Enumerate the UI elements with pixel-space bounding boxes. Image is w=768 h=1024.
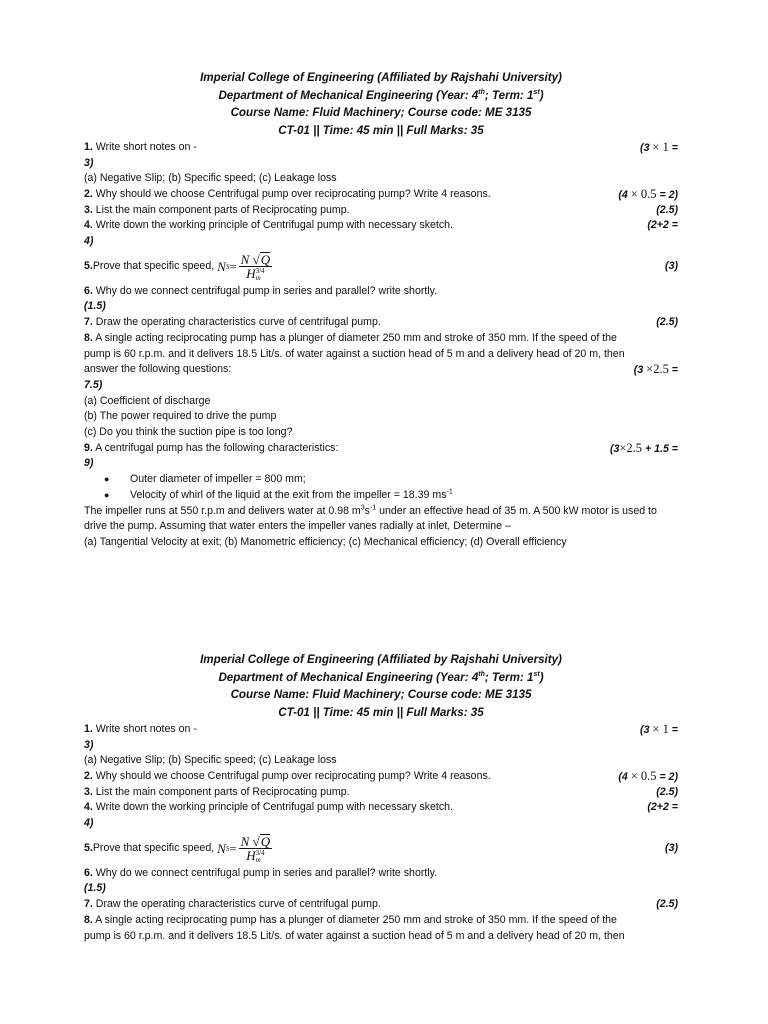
question-1: 1. Write short notes on - (3 × 1 = (84, 140, 678, 156)
question-4: 4. Write down the working principle of Centrifugal pump with necessary sketch. (2+2 = (84, 218, 678, 234)
question-8: 8. A single acting reciprocating pump has a plunger of diameter 250 mm and stroke of 350 mm. If the speed of the (84, 331, 617, 344)
college-name: Imperial College of Engineering (Affiliated by Rajshahi University) (200, 71, 562, 84)
marks: (2.5) (656, 898, 678, 911)
question-1-options: (a) Negative Slip; (b) Specific speed; (c) Leakage loss (84, 172, 337, 185)
question-8-line: pump is 60 r.p.m. and it delivers 18.5 Lit/s. of water against a suction head of 5 m and a delivery head of 20 m, then (84, 347, 625, 360)
marks: (3 × 1 = (640, 139, 678, 154)
marks: (2+2 = (647, 801, 678, 814)
department-line: Department of Mechanical Engineering (Year: 4th; Term: 1st) (218, 670, 544, 684)
department-line: Department of Mechanical Engineering (Year: 4th; Term: 1st) (218, 88, 544, 102)
marks: (2+2 = (647, 219, 678, 232)
marks: (3) (665, 259, 678, 272)
college-name: Imperial College of Engineering (Affiliated by Rajshahi University) (200, 653, 562, 666)
paper-header (84, 69, 678, 140)
question-8-item: (b) The power required to drive the pump (84, 410, 277, 423)
question-9-items: (a) Tangential Velocity at exit; (b) Manometric efficiency; (c) Mechanical efficiency; (d) Overall efficiency (84, 535, 567, 548)
marks-wrap: (1.5) (84, 300, 106, 313)
marks-wrap: (1.5) (84, 882, 106, 895)
question-1: 1. Write short notes on - (3 × 1 = (84, 722, 678, 738)
question-2: 2. Why should we choose Centrifugal pump over reciprocating pump? Write 4 reasons. (4 × 0.5 = 2) (84, 187, 678, 203)
marks: (3×2.5 + 1.5 = (609, 440, 678, 455)
marks-wrap: 3) (84, 156, 94, 169)
question-7: 7. Draw the operating characteristics curve of centrifugal pump. (2.5) (84, 897, 678, 913)
marks: (3 × 1 = (640, 721, 678, 736)
question-1-options: (a) Negative Slip; (b) Specific speed; (c) Leakage loss (84, 754, 337, 767)
question-2: 2. Why should we choose Centrifugal pump over reciprocating pump? Write 4 reasons. (4 × 0.5 = 2) (84, 769, 678, 785)
question-6: 6. Why do we connect centrifugal pump in series and parallel? write shortly. (84, 284, 438, 297)
exam-line: CT-01 || Time: 45 min || Full Marks: 35 (278, 706, 484, 720)
marks: (2.5) (656, 203, 678, 216)
bullet-item: ● Velocity of whirl of the liquid at the exit from the impeller = 18.39 $ms^{-1}$ (84, 488, 678, 504)
question-7: 7. Draw the operating characteristics curve of centrifugal pump. (2.5) (84, 315, 678, 331)
question-6: 6. Why do we connect centrifugal pump in series and parallel? write shortly. (84, 866, 438, 879)
marks: (2.5) (656, 785, 678, 798)
marks: (2.5) (656, 316, 678, 329)
question-paper-copy-2 (84, 651, 678, 944)
question-8-item: (c) Do you think the suction pipe is too long? (84, 426, 293, 439)
course-line: Course Name: Fluid Machinery; Course code: ME 3135 (230, 106, 532, 120)
marks: (4 × 0.5 = 2) (618, 768, 678, 783)
marks-wrap: 4) (84, 817, 94, 830)
bullet-icon: ● (104, 489, 110, 500)
question-9: 9. A centrifugal pump has the following characteristics: (3×2.5 + 1.5 = (84, 441, 678, 457)
question-8-line: answer the following questions: (3 ×2.5 = (84, 362, 678, 378)
marks-wrap: 3) (84, 738, 94, 751)
marks: (4 × 0.5 = 2) (618, 186, 678, 201)
question-8-line: pump is 60 r.p.m. and it delivers 18.5 Lit/s. of water against a suction head of 5 m and a delivery head of 20 m, then (84, 929, 625, 942)
specific-speed-equation: N S = N √Q H 3/4 m (217, 251, 271, 282)
bullet-item: ● Outer diameter of impeller = 800 mm; (84, 472, 678, 488)
question-9-paragraph: The impeller runs at 550 r.p.m and delivers water at 0.98 $m^3s^{-1}$ under an effective head of 35 m. A 500 kW motor is used to drive the pump. Assuming that water enters the impeller vanes radially at inlet, Determine – (84, 504, 657, 533)
marks: (3) (665, 841, 678, 854)
paper-header (84, 651, 678, 722)
marks: (3 ×2.5 = (633, 362, 678, 377)
question-5: 5. Prove that specific speed, N S = N √Q H 3/4 m (3) (84, 833, 678, 864)
marks-wrap: 4) (84, 235, 94, 248)
question-3: 3. List the main component parts of Reciprocating pump. (2.5) (84, 203, 678, 219)
marks-wrap: 7.5) (84, 378, 103, 391)
marks-wrap: 9) (84, 457, 94, 470)
question-4: 4. Write down the working principle of Centrifugal pump with necessary sketch. (2+2 = (84, 800, 678, 816)
exam-line: CT-01 || Time: 45 min || Full Marks: 35 (278, 124, 484, 138)
question-paper-copy-1 (84, 69, 678, 551)
specific-speed-equation: N S = N √Q H 3/4 m (217, 833, 271, 864)
question-5: 5. Prove that specific speed, N S = N √Q H 3/4 m (3) (84, 251, 678, 282)
question-8-item: (a) Coefficient of discharge (84, 394, 211, 407)
question-8: 8. A single acting reciprocating pump has a plunger of diameter 250 mm and stroke of 350 mm. If the speed of the (84, 913, 617, 926)
course-line: Course Name: Fluid Machinery; Course code: ME 3135 (230, 688, 532, 702)
question-3: 3. List the main component parts of Reciprocating pump. (2.5) (84, 785, 678, 801)
bullet-icon: ● (104, 474, 110, 485)
